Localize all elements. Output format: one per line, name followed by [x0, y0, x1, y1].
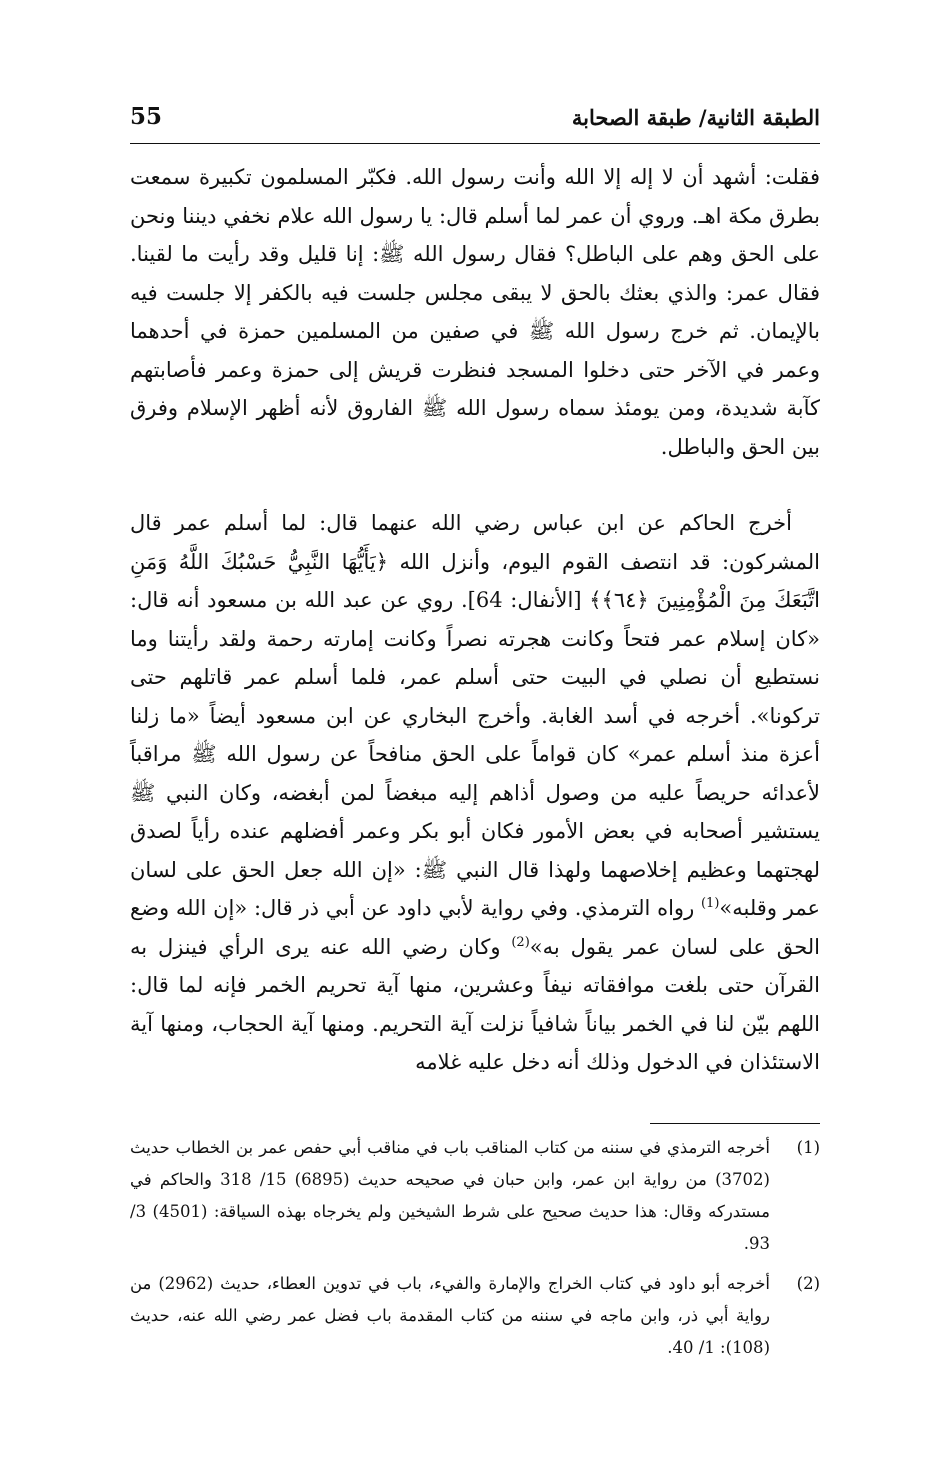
footnote-number: (2)	[796, 1274, 820, 1293]
running-title: الطبقة الثانية/ طبقة الصحابة	[571, 105, 820, 130]
paragraph: فقلت: أشهد أن لا إله إلا الله وأنت رسول الله. فكبّر المسلمون تكبيرة سمعت بطرق مكة اهـ. وروي أن عمر لما أسلم قال: يا رسول الله علام نخفي ديننا ونحن على الحق وهم على الباطل؟ فقال رسول الله ﷺ: إنا قليل وقد رأيت ما لقينا. فقال عمر: والذي بعثك بالحق لا يبقى مجلس جلست فيه بالكفر إلا جلست فيه بالإيمان. ثم خرج رسول الله ﷺ في صفين من المسلمين حمزة في أحدهما وعمر في الآخر حتى دخلوا المسجد فنظرت قريش إلى حمزة وعمر فأصابتهم كآبة شديدة، ومن يومئذ سماه رسول الله ﷺ الفاروق لأنه أظهر الإسلام وفرق بين الحق والباطل.	[130, 165, 820, 459]
paragraph	[130, 504, 820, 1082]
footnote-number: (1)	[796, 1138, 820, 1157]
page-number: 55	[130, 103, 163, 130]
footnote-reference: (2)	[511, 934, 530, 950]
footnote	[130, 1132, 820, 1260]
footnote-divider	[650, 1123, 820, 1124]
footnote	[130, 1268, 820, 1364]
running-header	[130, 103, 820, 144]
paragraph-text: رواه الترمذي. وفي رواية لأبي داود عن أبي ذر قال: «إن الله وضع الحق على لسان عمر يقول به»	[130, 896, 820, 959]
footnote-reference: (1)	[700, 896, 720, 911]
main-text	[130, 158, 820, 1082]
footnote-text: أخرجه الترمذي في سننه من كتاب المناقب باب في مناقب أبي حفص عمر بن الخطاب حديث (3702) من رواية ابن عمر، وابن حبان في صحيحه حديث (6895) 15/ 318 والحاكم في مستدركه وقال: هذا حديث صحيح على شرط الشيخين ولم يخرجاه بهذه السياقة: (4501) 3/ 93.	[130, 1138, 770, 1253]
paragraph-text: أخرج الحاكم عن ابن عباس رضي الله عنهما قال: لما أسلم عمر قال المشركون: قد انتصف القوم اليوم، وأنزل الله ﴿يَأَيُّهَا النَّبِيُّ حَسْبُكَ اللَّهُ وَمَنِ اتَّبَعَكَ مِنَ الْمُؤْمِنِينَ ﴿٦٤﴾﴾ [الأنفال: 64]. روي عن عبد الله بن مسعود أنه قال: «كان إسلام عمر فتحاً وكانت هجرته نصراً وكانت إمارته رحمة ولقد رأيتنا وما نستطيع أن نصلي في البيت حتى أسلم عمر، فلما أسلم عمر قاتلهم حتى تركونا». أخرجه في أسد الغابة. وأخرج البخاري عن ابن مسعود أيضاً «ما زلنا أعزة منذ أسلم عمر» كان قواماً على الحق منافحاً عن رسول الله ﷺ مراقباً لأعدائه حريصاً عليه من وصول أذاهم إليه مبغضاً لمن أبغضه، وكان النبي ﷺ يستشير أصحابه في بعض الأمور فكان أبو بكر وعمر أفضلهم عنده رأياً لصدق لهجتهما وعظيم إخلاصهما ولهذا قال النبي ﷺ: «إن الله جعل الحق على لسان عمر وقلبه»	[130, 511, 820, 920]
footnote-text: أخرجه أبو داود في كتاب الخراج والإمارة والفيء، باب في تدوين العطاء، حديث (2962) من رواية أبي ذر، وابن ماجه في سننه من كتاب المقدمة باب فضل عمر رضي الله عنه، حديث (108): 1/ 40.	[130, 1274, 770, 1357]
footnotes	[130, 1132, 820, 1364]
paragraph-text: وكان رضي الله عنه يرى الرأي فينزل به القرآن حتى بلغت موافقاته نيفاً وعشرين، منها آية تحريم الخمر فإنه لما قال: اللهم بيّن لنا في الخمر بياناً شافياً نزلت آية التحريم. ومنها آية الحجاب، ومنها آية الاستئذان في الدخول وذلك أنه دخل عليه غلامه	[130, 934, 820, 1074]
